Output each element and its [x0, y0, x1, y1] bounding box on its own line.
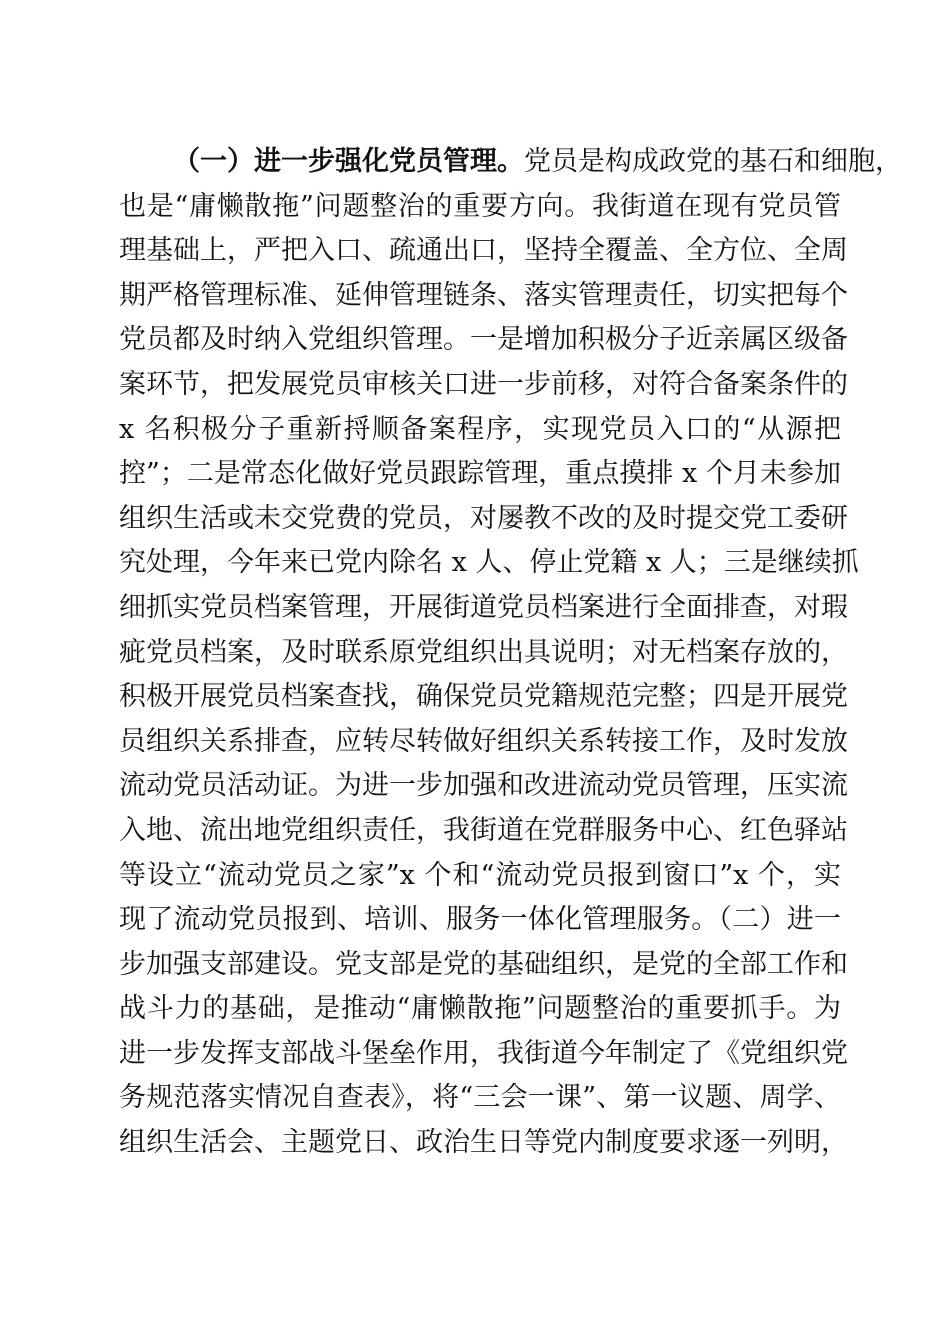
paragraph-line: 控”；二是常态化做好党员跟踪管理，重点摸排 x 个月未参加	[119, 458, 841, 490]
paragraph-line: 积极开展党员档案查找，确保党员党籍规范完整；四是开展党	[119, 681, 848, 713]
paragraph-line: 等设立“流动党员之家”x 个和“流动党员报到窗口”x 个，实	[119, 859, 841, 891]
paragraph-line: 战斗力的基础，是推动“庸懒散拖”问题整治的重要抓手。为	[119, 993, 841, 1025]
paragraph-line: 务规范落实情况自查表》，将“三会一课”、第一议题、周学、	[119, 1082, 841, 1114]
paragraph-text: 党员是构成政党的基石和细胞，	[524, 146, 902, 177]
paragraph-line: 现了流动党员报到、培训、服务一体化管理服务。（二）进一	[119, 904, 841, 936]
paragraph-line: x 名积极分子重新捋顺备案程序，实现党员入口的“从源把	[119, 413, 841, 445]
paragraph-line: 入地、流出地党组织责任，我街道在党群服务中心、红色驿站	[119, 814, 848, 846]
paragraph-line: 进一步发挥支部战斗堡垒作用，我街道今年制定了《党组织党	[119, 1037, 848, 1069]
paragraph-line: 组织生活或未交党费的党员，对屡教不改的及时提交党工委研	[119, 502, 848, 534]
paragraph-line: 组织生活会、主题党日、政治生日等党内制度要求逐一列明，	[119, 1127, 848, 1159]
section-heading: （一）进一步强化党员管理。	[173, 146, 524, 177]
paragraph-line: 究处理，今年来已党内除名 x 人、停止党籍 x 人；三是继续抓	[119, 547, 859, 579]
paragraph-line: 期严格管理标准、延伸管理链条、落实管理责任，切实把每个	[119, 279, 848, 311]
paragraph-line: 流动党员活动证。为进一步加强和改进流动党员管理，压实流	[119, 770, 848, 802]
paragraph-line: 案环节，把发展党员审核关口进一步前移，对符合备案条件的	[119, 368, 848, 400]
body-paragraph	[119, 140, 902, 1166]
paragraph-line: 党员都及时纳入党组织管理。一是增加积极分子近亲属区级备	[119, 324, 848, 356]
paragraph-line: 员组织关系排查，应转尽转做好组织关系转接工作，及时发放	[119, 725, 848, 757]
paragraph-line: 理基础上，严把入口、疏通出口，坚持全覆盖、全方位、全周	[119, 235, 848, 267]
paragraph-line: 疵党员档案，及时联系原党组织出具说明；对无档案存放的，	[119, 636, 848, 668]
paragraph-line: 细抓实党员档案管理，开展街道党员档案进行全面排查，对瑕	[119, 591, 848, 623]
paragraph-line: 步加强支部建设。党支部是党的基础组织，是党的全部工作和	[119, 948, 848, 980]
paragraph-line: 也是“庸懒散拖”问题整治的重要方向。我街道在现有党员管	[119, 190, 841, 222]
paragraph-line	[119, 140, 902, 185]
